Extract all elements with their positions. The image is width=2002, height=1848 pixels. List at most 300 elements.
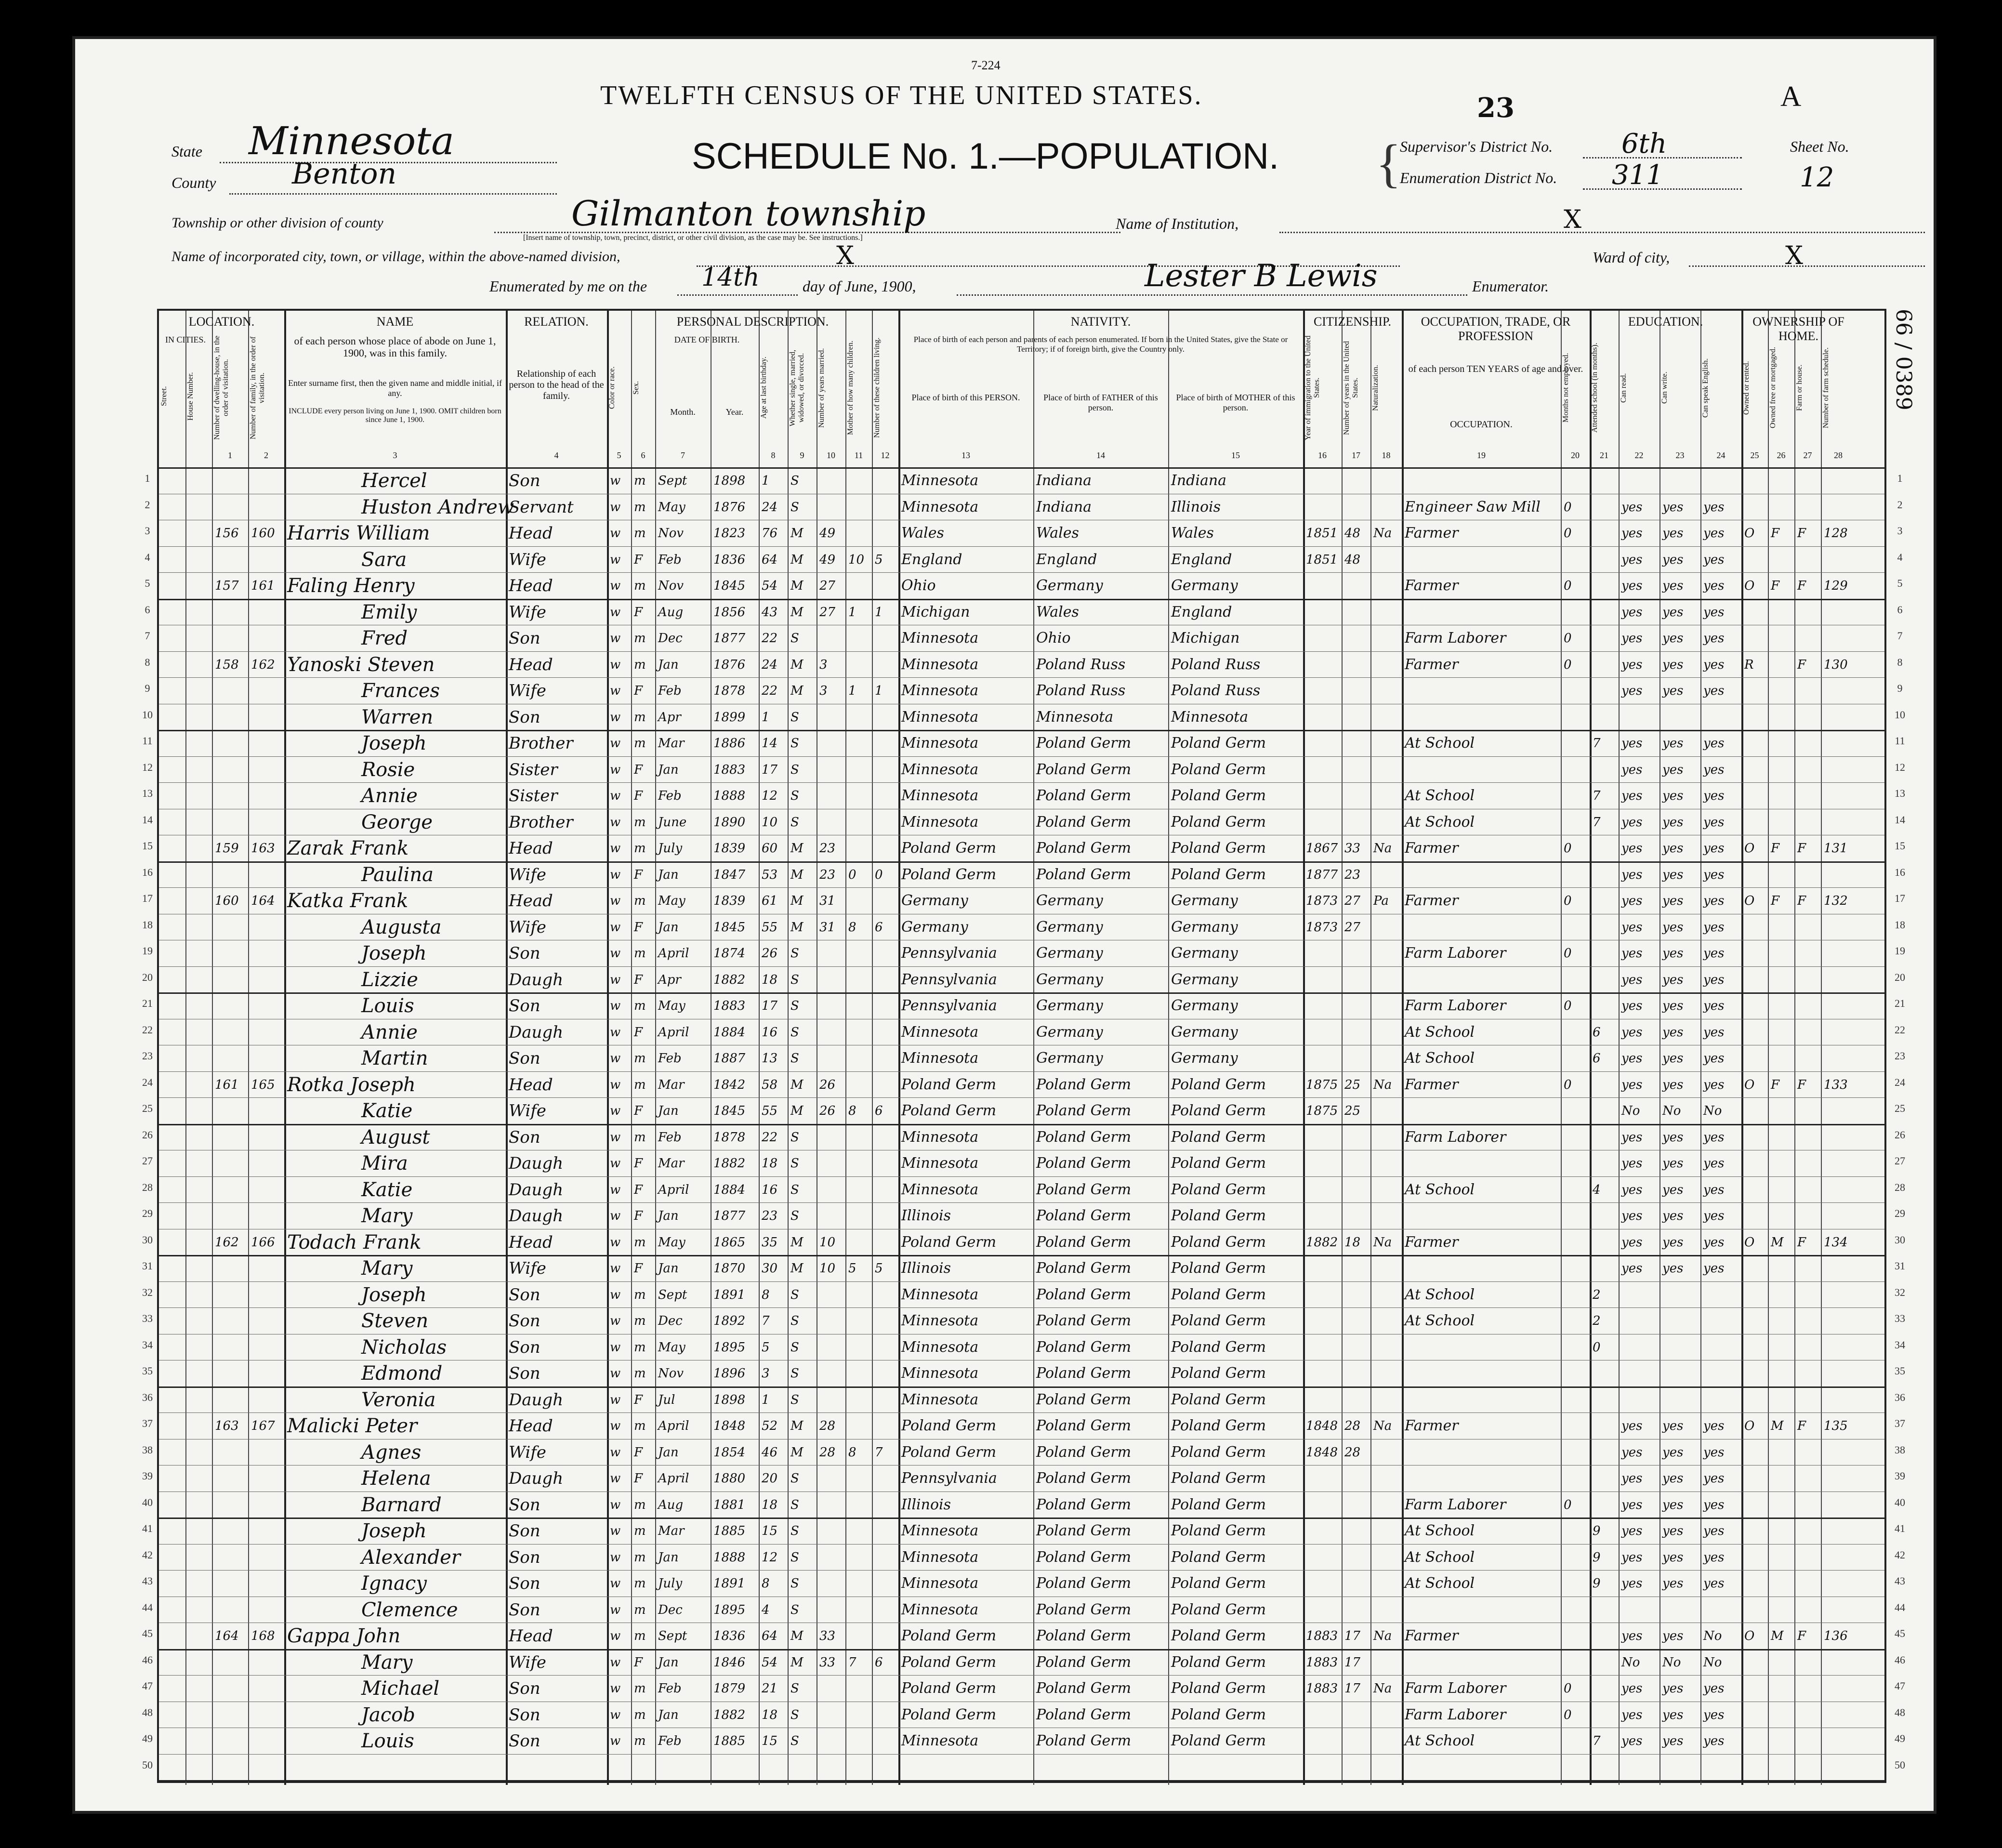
cell-own: R bbox=[1744, 657, 1754, 672]
cell-sex: m bbox=[634, 1576, 646, 1591]
cell-mar: S bbox=[790, 1681, 799, 1696]
cell-fs: 133 bbox=[1824, 1077, 1848, 1092]
cell-sex: m bbox=[634, 1314, 646, 1328]
cell-rel: Son bbox=[509, 1547, 540, 1567]
cell-farm: F bbox=[1797, 1419, 1806, 1433]
cell-sex: F bbox=[634, 605, 643, 620]
cell-mon: Jan bbox=[658, 1550, 679, 1565]
column-number: 16 bbox=[1318, 450, 1327, 460]
row-number: 3 bbox=[1897, 525, 1903, 537]
cell-occ: At School bbox=[1405, 1548, 1475, 1566]
cell-color: w bbox=[610, 789, 621, 803]
cell-wr: yes bbox=[1662, 579, 1684, 593]
cell-mar: M bbox=[790, 920, 803, 935]
row-number: 38 bbox=[1895, 1443, 1905, 1456]
cell-age: 23 bbox=[762, 1209, 778, 1223]
cell-farm: F bbox=[1797, 657, 1806, 672]
cell-sex: m bbox=[634, 1366, 646, 1381]
table-row bbox=[159, 809, 1884, 835]
cell-bm: Poland Germ bbox=[1171, 1706, 1266, 1723]
cell-bm: Poland Germ bbox=[1171, 1365, 1266, 1382]
cell-ym: 49 bbox=[819, 552, 836, 567]
cell-fam: 166 bbox=[251, 1235, 275, 1250]
cell-bm: Poland Germ bbox=[1171, 1653, 1266, 1671]
cell-occ: Farm Laborer bbox=[1405, 1706, 1506, 1723]
township-value: Gilmanton township bbox=[571, 193, 926, 234]
cell-color: w bbox=[610, 631, 621, 646]
row-number: 22 bbox=[142, 1023, 153, 1036]
cell-mar: M bbox=[790, 1629, 803, 1643]
cell-bf: Poland Germ bbox=[1036, 1207, 1132, 1224]
cell-bf: Germany bbox=[1036, 1050, 1103, 1067]
cell-color: w bbox=[610, 605, 621, 620]
cell-mar: M bbox=[790, 605, 803, 620]
cell-free: F bbox=[1771, 894, 1780, 908]
cell-bf: Poland Germ bbox=[1036, 1601, 1132, 1618]
cell-yr: 1899 bbox=[713, 710, 746, 725]
cell-en: yes bbox=[1703, 789, 1725, 803]
table-row bbox=[159, 1649, 1884, 1676]
row-number: 45 bbox=[1895, 1627, 1905, 1639]
cell-yr: 1870 bbox=[713, 1261, 746, 1276]
cell-rel: Head bbox=[509, 655, 553, 674]
cell-mon: May bbox=[658, 894, 685, 908]
cell-occ: Engineer Saw Mill bbox=[1405, 498, 1541, 515]
heading-in_cities: IN CITIES. bbox=[165, 335, 206, 344]
cell-sex: m bbox=[634, 1602, 646, 1617]
cell-age: 21 bbox=[762, 1681, 778, 1696]
cell-age: 43 bbox=[762, 605, 778, 620]
cell-sex: F bbox=[634, 1392, 643, 1407]
cell-yr: 1888 bbox=[713, 789, 746, 803]
cell-en: yes bbox=[1703, 1235, 1725, 1250]
cell-bp: Poland Germ bbox=[901, 1076, 997, 1093]
cell-yr: 1885 bbox=[713, 1734, 746, 1748]
cell-sex: m bbox=[634, 1235, 646, 1250]
cell-mar: S bbox=[790, 815, 799, 830]
cell-farm: F bbox=[1797, 579, 1806, 593]
cell-en: yes bbox=[1703, 500, 1725, 515]
cell-occ: At School bbox=[1405, 1312, 1475, 1329]
row-number: 26 bbox=[142, 1128, 153, 1141]
cell-mo: 8 bbox=[848, 1104, 856, 1118]
institution-value: X bbox=[1564, 205, 1582, 234]
cell-bf: Germany bbox=[1036, 997, 1103, 1014]
cell-mar: S bbox=[790, 1497, 799, 1512]
cell-age: 76 bbox=[762, 526, 778, 541]
cell-age: 16 bbox=[762, 1182, 778, 1197]
cell-bm: Germany bbox=[1171, 945, 1238, 962]
cell-mar: S bbox=[790, 500, 799, 515]
column-number: 7 bbox=[681, 450, 685, 460]
cell-liv: 0 bbox=[875, 867, 883, 882]
cell-en: yes bbox=[1703, 1130, 1725, 1145]
row-number: 8 bbox=[1897, 656, 1903, 668]
row-number: 47 bbox=[142, 1680, 153, 1692]
cell-wr: yes bbox=[1662, 841, 1684, 856]
column-heading-house: House Number. bbox=[186, 372, 195, 421]
cell-en: yes bbox=[1703, 815, 1725, 830]
table-row bbox=[159, 1518, 1884, 1544]
heading-ownership: OWNERSHIP OF HOME. bbox=[1752, 315, 1844, 343]
cell-mo: 8 bbox=[848, 920, 856, 935]
row-number: 5 bbox=[145, 577, 150, 589]
column-number: 5 bbox=[617, 450, 621, 460]
row-number: 20 bbox=[142, 971, 153, 983]
row-number: 17 bbox=[1895, 892, 1905, 904]
row-number: 41 bbox=[1895, 1522, 1905, 1534]
cell-fs: 136 bbox=[1824, 1629, 1848, 1643]
row-number: 36 bbox=[142, 1391, 153, 1403]
cell-liv: 1 bbox=[875, 605, 883, 620]
cell-rd: yes bbox=[1621, 1550, 1643, 1565]
county-label: County bbox=[171, 174, 216, 191]
cell-fs: 128 bbox=[1824, 526, 1848, 541]
cell-ym: 49 bbox=[819, 526, 836, 541]
cell-bp: Minnesota bbox=[901, 472, 979, 489]
cell-bp: Minnesota bbox=[901, 630, 979, 647]
cell-color: w bbox=[610, 1051, 621, 1066]
table-row bbox=[159, 1019, 1884, 1045]
cell-bm: Poland Germ bbox=[1171, 787, 1266, 804]
cell-mon: May bbox=[658, 1340, 685, 1355]
cell-wr: yes bbox=[1662, 1077, 1684, 1092]
cell-bm: Poland Germ bbox=[1171, 1417, 1266, 1434]
row-number: 23 bbox=[1895, 1050, 1905, 1062]
row-number: 40 bbox=[1895, 1496, 1905, 1508]
cell-rd: No bbox=[1621, 1655, 1640, 1670]
cell-mon: Apr bbox=[658, 972, 681, 987]
cell-farm: F bbox=[1797, 1629, 1806, 1643]
table-row bbox=[159, 730, 1884, 756]
cell-mar: M bbox=[790, 552, 803, 567]
cell-rd: yes bbox=[1621, 894, 1643, 908]
column-heading-free: Owned free or mortgaged. bbox=[1769, 347, 1777, 429]
cell-mar: S bbox=[790, 1025, 799, 1040]
row-number: 18 bbox=[1895, 918, 1905, 931]
cell-imm: 1883 bbox=[1306, 1629, 1338, 1643]
column-heading-ym: Number of years married. bbox=[817, 348, 826, 428]
cell-rd: yes bbox=[1621, 1077, 1643, 1092]
row-number: 31 bbox=[1895, 1260, 1905, 1272]
cell-own: O bbox=[1744, 526, 1755, 541]
row-number: 37 bbox=[1895, 1417, 1905, 1429]
cell-yus: 28 bbox=[1344, 1419, 1361, 1433]
cell-name: Warren bbox=[361, 706, 434, 728]
cell-bp: Illinois bbox=[901, 1496, 951, 1513]
cell-age: 55 bbox=[762, 920, 778, 935]
cell-bf: Poland Russ bbox=[1036, 682, 1126, 699]
cell-bm: Poland Germ bbox=[1171, 1338, 1266, 1356]
cell-mar: S bbox=[790, 789, 799, 803]
cell-mar: S bbox=[790, 1602, 799, 1617]
cell-wr: yes bbox=[1662, 1707, 1684, 1722]
row-number: 23 bbox=[142, 1050, 153, 1062]
row-number: 10 bbox=[142, 708, 153, 721]
cell-name: Augusta bbox=[361, 916, 442, 938]
column-number: 26 bbox=[1777, 450, 1786, 460]
cell-unemp: 0 bbox=[1564, 526, 1572, 541]
cell-name: Zarak Frank bbox=[287, 837, 409, 859]
cell-wr: yes bbox=[1662, 1550, 1684, 1565]
cell-wr: yes bbox=[1662, 605, 1684, 620]
cell-bf: Poland Germ bbox=[1036, 1128, 1132, 1146]
row-number: 25 bbox=[1895, 1102, 1905, 1114]
cell-unemp: 0 bbox=[1564, 894, 1572, 908]
cell-bp: Minnesota bbox=[901, 682, 979, 699]
cell-yr: 1845 bbox=[713, 920, 746, 935]
cell-sex: m bbox=[634, 579, 646, 593]
cell-color: w bbox=[610, 474, 621, 488]
cell-rd: yes bbox=[1621, 1156, 1643, 1171]
cell-color: w bbox=[610, 1524, 621, 1538]
cell-rel: Son bbox=[509, 1679, 540, 1698]
cell-bf: Poland Germ bbox=[1036, 1417, 1132, 1434]
cell-rd: yes bbox=[1621, 1524, 1643, 1538]
row-number: 9 bbox=[145, 682, 150, 694]
cell-color: w bbox=[610, 1734, 621, 1748]
row-number: 46 bbox=[1895, 1653, 1905, 1666]
cell-unemp: 0 bbox=[1564, 946, 1572, 961]
cell-rel: Son bbox=[509, 996, 540, 1016]
column-number: 23 bbox=[1675, 450, 1685, 460]
cell-occ: At School bbox=[1405, 735, 1475, 752]
cell-bm: Poland Germ bbox=[1171, 1128, 1266, 1146]
row-number: 24 bbox=[142, 1076, 153, 1088]
birth-mother-heading: Place of birth of MOTHER of this person. bbox=[1176, 393, 1295, 412]
cell-bp: Minnesota bbox=[901, 1601, 979, 1618]
cell-bp: Minnesota bbox=[901, 708, 979, 726]
cell-sex: F bbox=[634, 1655, 643, 1670]
cell-mar: S bbox=[790, 736, 799, 751]
cell-color: w bbox=[610, 1366, 621, 1381]
column-heading-liv: Number of these children living. bbox=[873, 337, 881, 438]
column-heading-unemp: Months not employed. bbox=[1562, 353, 1570, 423]
cell-bp: Minnesota bbox=[901, 1365, 979, 1382]
cell-mar: M bbox=[790, 1261, 803, 1276]
cell-wr: yes bbox=[1662, 1051, 1684, 1066]
cell-yr: 1898 bbox=[713, 1392, 746, 1407]
cell-yr: 1839 bbox=[713, 841, 746, 856]
cell-color: w bbox=[610, 841, 621, 856]
cell-liv: 5 bbox=[875, 552, 883, 567]
table-row bbox=[159, 1570, 1884, 1597]
cell-mon: Mar bbox=[658, 1524, 685, 1538]
row-number: 10 bbox=[1895, 708, 1905, 721]
cell-mar: S bbox=[790, 1130, 799, 1145]
cell-bf: Poland Germ bbox=[1036, 840, 1132, 857]
row-number: 34 bbox=[1895, 1338, 1905, 1351]
cell-rd: yes bbox=[1621, 789, 1643, 803]
cell-mon: Jan bbox=[658, 1707, 679, 1722]
state-label: State bbox=[171, 143, 202, 160]
cell-wr: No bbox=[1662, 1655, 1681, 1670]
occupation-column-heading: OCCUPATION. bbox=[1450, 419, 1513, 430]
table-row bbox=[159, 1307, 1884, 1334]
cell-bp: Germany bbox=[901, 918, 968, 936]
cell-liv: 6 bbox=[875, 1655, 883, 1670]
cell-color: w bbox=[610, 1445, 621, 1460]
cell-mon: Feb bbox=[658, 1051, 682, 1066]
cell-mon: May bbox=[658, 1235, 685, 1250]
enumeration-value: 311 bbox=[1612, 159, 1663, 191]
ward-value: X bbox=[1785, 241, 1804, 270]
cell-rd: yes bbox=[1621, 1471, 1643, 1486]
row-number: 7 bbox=[145, 630, 150, 642]
cell-bp: Minnesota bbox=[901, 787, 979, 804]
cell-bp: Pennsylvania bbox=[901, 1470, 997, 1487]
cell-own: O bbox=[1744, 1419, 1755, 1433]
table-row bbox=[159, 1202, 1884, 1229]
cell-yr: 1877 bbox=[713, 1209, 746, 1223]
page-stamp: 23 bbox=[1477, 92, 1515, 124]
heading-relation: RELATION. bbox=[524, 315, 589, 329]
cell-sch: 9 bbox=[1593, 1576, 1601, 1591]
row-number: 44 bbox=[1895, 1601, 1905, 1613]
state-value: Minnesota bbox=[249, 119, 454, 163]
cell-bf: Poland Germ bbox=[1036, 1443, 1132, 1461]
cell-mo: 0 bbox=[848, 867, 856, 882]
cell-mar: S bbox=[790, 474, 799, 488]
cell-mar: M bbox=[790, 1104, 803, 1118]
cell-mon: Jan bbox=[658, 1104, 679, 1118]
cell-mon: Apr bbox=[658, 710, 681, 725]
cell-yr: 1884 bbox=[713, 1025, 746, 1040]
cell-yr: 1882 bbox=[713, 1707, 746, 1722]
cell-en: yes bbox=[1703, 762, 1725, 777]
cell-mon: Jan bbox=[658, 920, 679, 935]
cell-wr: yes bbox=[1662, 631, 1684, 646]
cell-name: Lizzie bbox=[361, 968, 418, 991]
row-number: 3 bbox=[145, 525, 150, 537]
cell-color: w bbox=[610, 684, 621, 698]
cell-bp: England bbox=[901, 551, 962, 568]
cell-name: Alexander bbox=[361, 1546, 461, 1569]
row-number: 6 bbox=[145, 603, 150, 616]
cell-rel: Daugh bbox=[509, 1180, 564, 1200]
name-instruction: Enter surname first, then the given name and middle initial, if any. bbox=[288, 378, 502, 398]
cell-yr: 1846 bbox=[713, 1655, 746, 1670]
cell-unemp: 0 bbox=[1564, 1707, 1572, 1722]
cell-free: F bbox=[1771, 526, 1780, 541]
cell-bf: Poland Germ bbox=[1036, 813, 1132, 831]
column-number: 21 bbox=[1600, 450, 1608, 460]
cell-bf: Germany bbox=[1036, 577, 1103, 594]
cell-wr: yes bbox=[1662, 1445, 1684, 1460]
cell-rel: Sister bbox=[509, 760, 558, 779]
cell-name: Harris William bbox=[287, 522, 430, 544]
cell-rel: Son bbox=[509, 471, 540, 490]
table-row bbox=[159, 1412, 1884, 1439]
cell-sex: F bbox=[634, 1445, 643, 1460]
cell-rel: Head bbox=[509, 1075, 553, 1095]
table-row bbox=[159, 1492, 1884, 1518]
cell-bf: Indiana bbox=[1036, 472, 1092, 489]
row-number: 9 bbox=[1897, 682, 1903, 694]
cell-mon: Nov bbox=[658, 1366, 684, 1381]
cell-bf: Poland Germ bbox=[1036, 1627, 1132, 1644]
census-title: TWELFTH CENSUS OF THE UNITED STATES. bbox=[600, 80, 1203, 110]
cell-en: yes bbox=[1703, 526, 1725, 541]
cell-yus: 17 bbox=[1344, 1681, 1361, 1696]
cell-color: w bbox=[610, 972, 621, 987]
cell-rel: Wife bbox=[509, 602, 546, 622]
row-number: 42 bbox=[142, 1548, 153, 1561]
cell-unemp: 0 bbox=[1564, 1681, 1572, 1696]
cell-sex: m bbox=[634, 1524, 646, 1538]
row-number: 50 bbox=[142, 1758, 153, 1771]
row-number: 33 bbox=[1895, 1312, 1905, 1324]
cell-sex: m bbox=[634, 1734, 646, 1748]
cell-mar: M bbox=[790, 684, 803, 698]
cell-color: w bbox=[610, 1629, 621, 1643]
cell-name: Clemence bbox=[361, 1598, 458, 1621]
cell-mar: M bbox=[790, 526, 803, 541]
cell-fs: 135 bbox=[1824, 1419, 1848, 1433]
cell-liv: 1 bbox=[875, 684, 883, 698]
cell-color: w bbox=[610, 1104, 621, 1118]
cell-name: Mary bbox=[361, 1651, 413, 1674]
cell-rel: Son bbox=[509, 1495, 540, 1515]
cell-mon: Nov bbox=[658, 579, 684, 593]
cell-rd: yes bbox=[1621, 1707, 1643, 1722]
cell-age: 22 bbox=[762, 631, 778, 646]
cell-bf: Poland Germ bbox=[1036, 1338, 1132, 1356]
cell-rd: yes bbox=[1621, 736, 1643, 751]
cell-yr: 1881 bbox=[713, 1497, 746, 1512]
cell-color: w bbox=[610, 1392, 621, 1407]
cell-yr: 1876 bbox=[713, 657, 746, 672]
column-number: 10 bbox=[827, 450, 835, 460]
sheet-label: Sheet No. bbox=[1790, 138, 1849, 155]
cell-bf: Germany bbox=[1036, 892, 1103, 909]
cell-yr: 1883 bbox=[713, 999, 746, 1013]
cell-sex: F bbox=[634, 1471, 643, 1486]
cell-name: Rotka Joseph bbox=[287, 1073, 416, 1096]
cell-bf: Poland Germ bbox=[1036, 1706, 1132, 1723]
cell-rd: yes bbox=[1621, 657, 1643, 672]
cell-bm: Germany bbox=[1171, 1050, 1238, 1067]
cell-mar: M bbox=[790, 841, 803, 856]
cell-mon: Feb bbox=[658, 1734, 682, 1748]
cell-bp: Pennsylvania bbox=[901, 945, 997, 962]
cell-fam: 162 bbox=[251, 657, 275, 672]
cell-bf: Poland Germ bbox=[1036, 1732, 1132, 1749]
cell-dw: 163 bbox=[215, 1419, 239, 1433]
cell-color: w bbox=[610, 1681, 621, 1696]
table-row bbox=[159, 494, 1884, 520]
table-row bbox=[159, 1728, 1884, 1754]
cell-occ: Farm Laborer bbox=[1405, 997, 1506, 1014]
cell-age: 1 bbox=[762, 474, 770, 488]
row-number: 19 bbox=[1895, 945, 1905, 957]
column-number: 17 bbox=[1352, 450, 1360, 460]
cell-rel: Daugh bbox=[509, 970, 564, 990]
cell-en: yes bbox=[1703, 1681, 1725, 1696]
row-number: 5 bbox=[1897, 577, 1903, 589]
cell-yr: 1856 bbox=[713, 605, 746, 620]
cell-yr: 1845 bbox=[713, 1104, 746, 1118]
cell-bm: Germany bbox=[1171, 1023, 1238, 1041]
cell-yr: 1874 bbox=[713, 946, 746, 961]
cell-name: Katka Frank bbox=[287, 890, 408, 912]
cell-imm: 1877 bbox=[1306, 867, 1338, 882]
cell-rd: yes bbox=[1621, 1497, 1643, 1512]
cell-en: yes bbox=[1703, 1576, 1725, 1591]
cell-mar: M bbox=[790, 1077, 803, 1092]
cell-yr: 1895 bbox=[713, 1340, 746, 1355]
cell-bp: Minnesota bbox=[901, 1312, 979, 1329]
